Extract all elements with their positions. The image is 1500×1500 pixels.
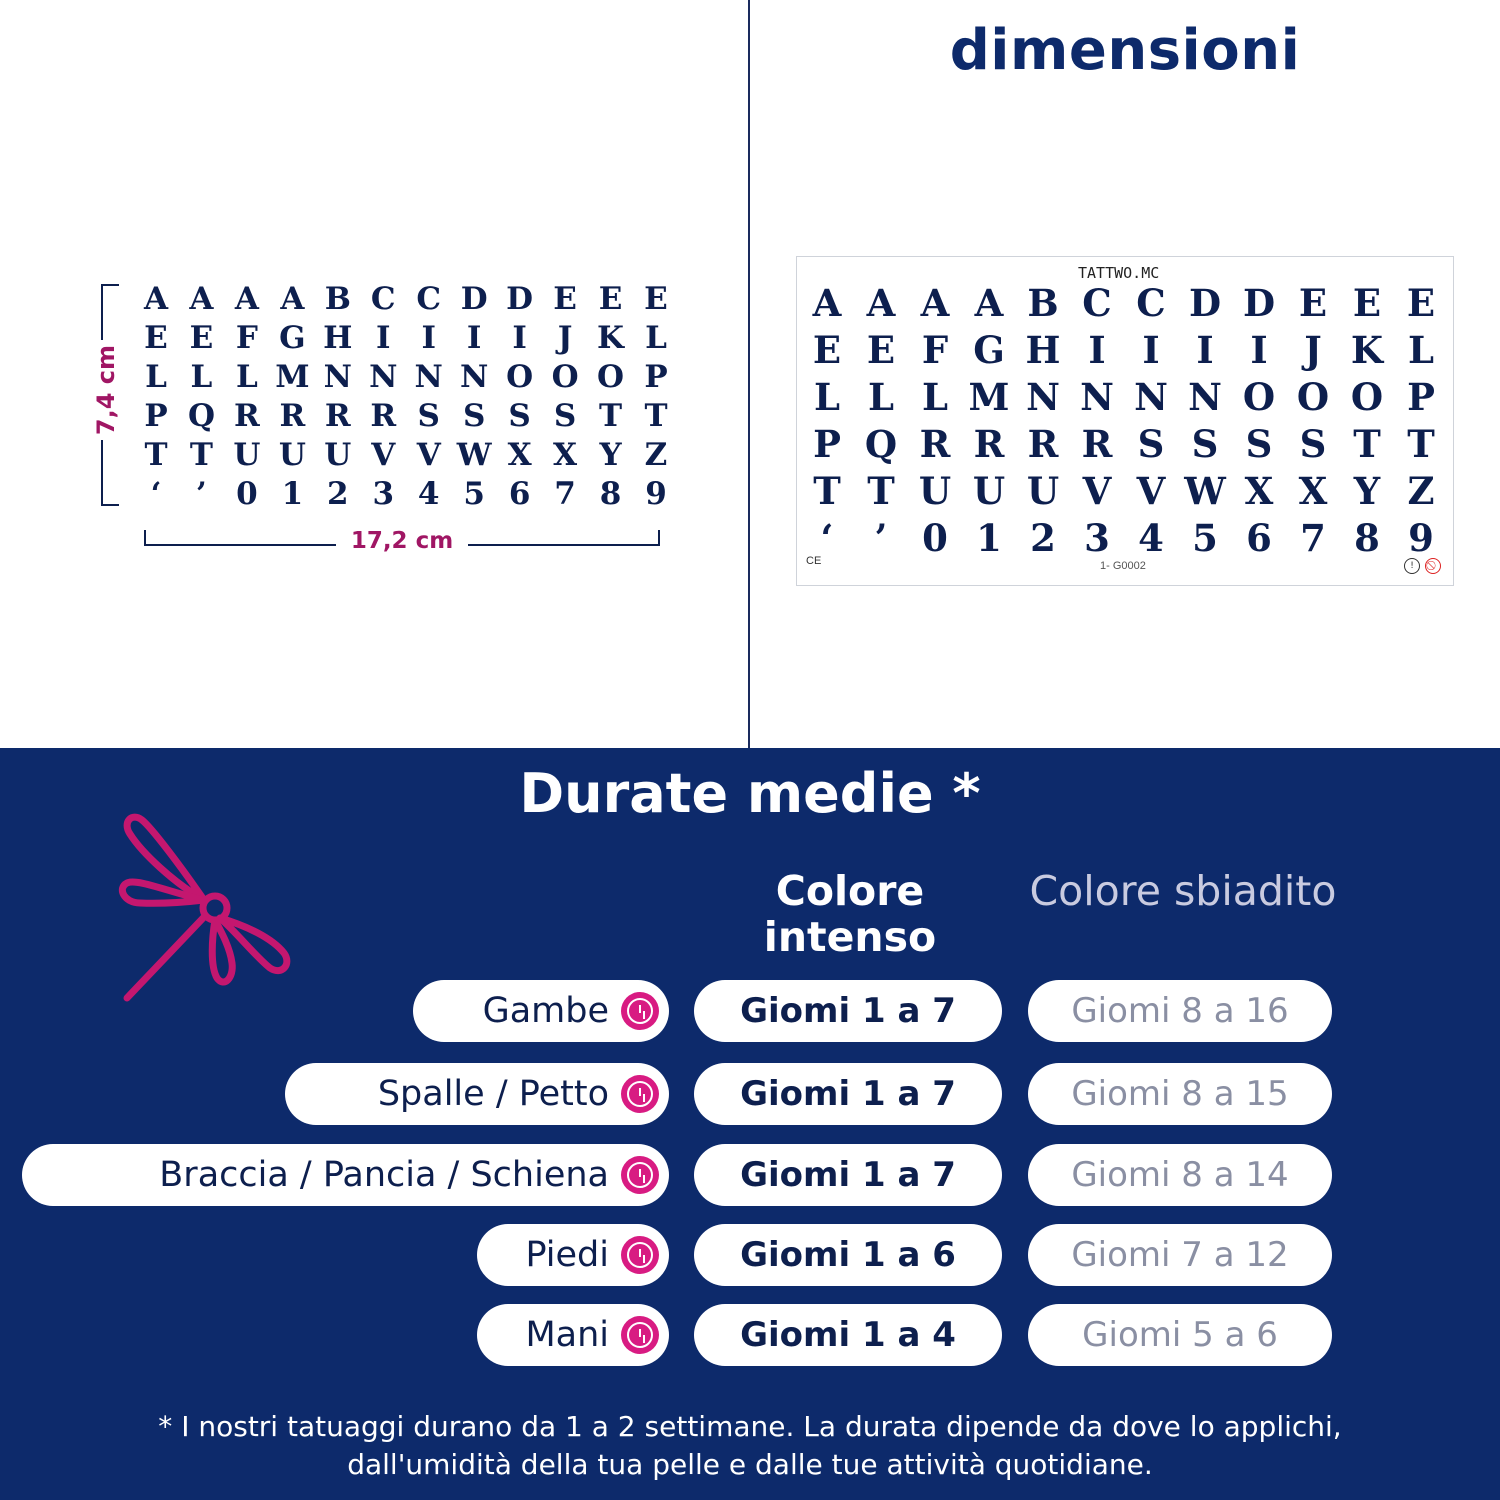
intense-duration-pill: [694, 1304, 1002, 1366]
letter-tattoo: E: [1406, 281, 1436, 325]
letter-tattoo: F: [235, 320, 258, 356]
letter-tattoo: J: [557, 320, 573, 356]
letter-tattoo: A: [974, 281, 1004, 325]
letter-tattoo: 2: [327, 476, 349, 512]
footnote-line-1: * I nostri tatuaggi durano da 1 a 2 settimane. La durata dipende da dove lo applichi,: [158, 1410, 1342, 1443]
letter-tattoo: 3: [372, 476, 395, 512]
letter-tattoo: L: [145, 359, 167, 395]
letter-tattoo: S: [417, 398, 440, 434]
letter-tattoo: A: [866, 281, 896, 325]
clock-icon: [621, 1236, 659, 1274]
letter-tattoo: F: [921, 328, 949, 372]
letter-tattoo: D: [1242, 281, 1276, 325]
letter-tattoo: N: [1026, 375, 1060, 419]
letter-tattoo: E: [1298, 281, 1328, 325]
letter-tattoo: O: [551, 359, 579, 395]
letter-tattoo: X: [1298, 469, 1328, 513]
letter-tattoo: E: [1352, 281, 1382, 325]
sheet-code: 1- G0002: [1100, 560, 1146, 572]
dimensions-heading: dimensioni: [949, 18, 1301, 83]
letter-tattoo: U: [324, 437, 352, 473]
letter-tattoo: O: [506, 359, 534, 395]
letter-tattoo: L: [190, 359, 213, 395]
letter-tattoo: S: [1137, 422, 1165, 466]
letter-tattoo: L: [1407, 328, 1434, 372]
letter-tattoo: 1: [976, 516, 1002, 560]
letter-tattoo: S: [553, 398, 577, 434]
column-header-faded: Colore sbiadito: [1029, 867, 1337, 915]
letter-tattoo: 2: [1030, 516, 1056, 560]
letter-tattoo: E: [189, 320, 214, 356]
letter-tattoo: N: [1080, 375, 1114, 419]
letter-tattoo: 9: [645, 476, 667, 512]
clock-icon: [621, 992, 659, 1030]
letter-tattoo: ‘: [150, 476, 162, 512]
letter-tattoo: D: [460, 281, 488, 317]
faded-duration: Giomi 8 a 16: [1071, 991, 1289, 1031]
letter-tattoo: L: [921, 375, 948, 419]
letter-tattoo: E: [144, 320, 168, 356]
letter-tattoo: T: [598, 398, 623, 434]
child-warning-icon: !: [1404, 558, 1420, 574]
letter-tattoo: V: [1136, 469, 1166, 513]
letter-tattoo: Y: [1353, 469, 1381, 513]
letter-row: [800, 468, 1448, 515]
letter-tattoo: I: [1196, 328, 1214, 372]
letter-tattoo: G: [973, 328, 1005, 372]
letter-tattoo: R: [370, 398, 397, 434]
letter-tattoo: E: [553, 281, 577, 317]
letter-tattoo: 9: [1408, 516, 1434, 560]
letter-tattoo: 1: [281, 476, 304, 512]
letter-tattoo: I: [1088, 328, 1106, 372]
letter-tattoo: O: [597, 359, 625, 395]
letter-tattoo: T: [813, 469, 841, 513]
letter-tattoo: 4: [417, 476, 440, 512]
letter-tattoo: 3: [1084, 516, 1110, 560]
intense-duration: Giomi 1 a 6: [740, 1235, 956, 1275]
letter-tattoo: Z: [1407, 469, 1435, 513]
letter-tattoo: I: [1250, 328, 1268, 372]
letter-tattoo: I: [421, 320, 436, 356]
letter-tattoo: T: [867, 469, 895, 513]
letter-tattoo: R: [973, 422, 1005, 466]
body-part-pill: [22, 1144, 669, 1206]
letter-tattoo: L: [813, 375, 840, 419]
letter-tattoo: T: [189, 437, 213, 473]
letter-tattoo: U: [972, 469, 1006, 513]
letter-tattoo: S: [508, 398, 531, 434]
intense-duration-pill: [694, 1224, 1002, 1286]
letter-tattoo: 6: [508, 476, 531, 512]
letter-tattoo: H: [1025, 328, 1061, 372]
letter-tattoo: 8: [599, 476, 622, 512]
intense-duration: Giomi 1 a 4: [740, 1315, 956, 1355]
letter-tattoo: U: [233, 437, 261, 473]
height-label: 7,4 cm: [92, 340, 120, 440]
letter-tattoo: N: [1134, 375, 1168, 419]
letter-tattoo: B: [324, 281, 351, 317]
letter-tattoo: T: [1407, 422, 1435, 466]
letter-tattoo: X: [1244, 469, 1274, 513]
letter-tattoo: N: [460, 359, 489, 395]
letter-row: [134, 436, 678, 475]
clock-icon: [621, 1156, 659, 1194]
letter-tattoo: X: [507, 437, 532, 473]
letter-tattoo: B: [1027, 281, 1059, 325]
letter-row: [800, 421, 1448, 468]
letter-tattoo: U: [278, 437, 306, 473]
clock-icon: [621, 1316, 659, 1354]
letter-tattoo: 5: [1192, 516, 1218, 560]
letter-tattoo: O: [1296, 375, 1330, 419]
letter-tattoo: G: [279, 320, 306, 356]
letter-tattoo: P: [644, 359, 668, 395]
body-part-label: Braccia / Pancia / Schiena: [159, 1155, 609, 1195]
letter-tattoo: A: [920, 281, 950, 325]
letter-tattoo: A: [189, 281, 214, 317]
letter-tattoo: N: [369, 359, 398, 395]
intense-duration: Giomi 1 a 7: [740, 1155, 956, 1195]
body-part-pill: [477, 1224, 669, 1286]
width-label: 17,2 cm: [336, 528, 468, 554]
letter-tattoo: I: [466, 320, 482, 356]
faded-duration: Giomi 8 a 14: [1071, 1155, 1289, 1195]
letter-tattoo: P: [144, 398, 168, 434]
intense-duration-pill: [694, 980, 1002, 1042]
letter-tattoo: P: [1407, 375, 1435, 419]
letter-tattoo: R: [234, 398, 260, 434]
letter-tattoo: T: [644, 398, 668, 434]
faded-duration: Giomi 7 a 12: [1071, 1235, 1289, 1275]
faded-duration-pill: [1028, 1224, 1332, 1286]
letter-tattoo: ‘: [820, 516, 834, 560]
letter-tattoo: K: [597, 320, 624, 356]
faded-duration-pill: [1028, 1063, 1332, 1125]
letter-tattoo: Y: [599, 437, 622, 473]
letter-tattoo: W: [1184, 469, 1226, 513]
letter-tattoo: D: [506, 281, 534, 317]
ce-mark: CE: [806, 555, 822, 567]
letter-tattoo: X: [553, 437, 578, 473]
letter-tattoo: D: [1188, 281, 1222, 325]
letter-tattoo: 5: [463, 476, 485, 512]
letter-tattoo: N: [323, 359, 352, 395]
intense-duration: Giomi 1 a 7: [740, 991, 956, 1031]
letter-tattoo: 8: [1354, 516, 1380, 560]
letter-tattoo: C: [1136, 281, 1166, 325]
durations-title: Durate medie *: [519, 762, 981, 825]
letter-tattoo: U: [918, 469, 952, 513]
letter-tattoo: C: [416, 281, 442, 317]
letter-tattoo: J: [1304, 328, 1322, 372]
body-part-pill: [477, 1304, 669, 1366]
letter-row: [134, 397, 678, 436]
faded-duration-pill: [1028, 1304, 1332, 1366]
letter-tattoo: R: [1081, 422, 1113, 466]
letter-tattoo: A: [280, 281, 305, 317]
letter-tattoo: Q: [864, 422, 898, 466]
letter-tattoo: N: [414, 359, 443, 395]
letter-tattoo: 6: [1246, 516, 1272, 560]
letter-tattoo: M: [968, 375, 1010, 419]
letter-tattoo: O: [1350, 375, 1384, 419]
clock-icon: [621, 1075, 659, 1113]
letter-tattoo: P: [813, 422, 841, 466]
letter-row: [800, 515, 1448, 562]
letter-row: [800, 280, 1448, 327]
letter-tattoo: 0: [922, 516, 948, 560]
faded-duration: Giomi 5 a 6: [1082, 1315, 1278, 1355]
faded-duration-pill: [1028, 980, 1332, 1042]
letter-tattoo: ’: [874, 516, 888, 560]
letter-tattoo: S: [1191, 422, 1219, 466]
body-part-label: Gambe: [482, 991, 609, 1031]
letter-tattoo: C: [1082, 281, 1112, 325]
letter-tattoo: C: [370, 281, 396, 317]
dragonfly-icon: [112, 808, 302, 1008]
letter-tattoo: O: [1242, 375, 1276, 419]
sheet-brand: TATTWO.MC: [1078, 264, 1160, 282]
letter-tattoo: R: [324, 398, 351, 434]
letter-row: [134, 280, 678, 319]
letter-tattoo: A: [234, 281, 259, 317]
body-part-label: Mani: [525, 1315, 609, 1355]
letter-tattoo: Q: [187, 398, 215, 434]
letter-tattoo: 0: [236, 476, 258, 512]
body-part-pill: [413, 980, 669, 1042]
letter-tattoo: E: [812, 328, 842, 372]
letter-tattoo: H: [323, 320, 353, 356]
letter-tattoo: R: [279, 398, 306, 434]
letter-tattoo: T: [1353, 422, 1381, 466]
letter-tattoo: S: [462, 398, 486, 434]
letter-tattoo: W: [456, 437, 492, 473]
letter-tattoo: I: [1142, 328, 1160, 372]
letter-grid-sheet: [800, 280, 1448, 562]
intense-duration: Giomi 1 a 7: [740, 1074, 956, 1114]
letter-tattoo: U: [1026, 469, 1060, 513]
letter-row: [134, 358, 678, 397]
faded-duration-pill: [1028, 1144, 1332, 1206]
letter-tattoo: L: [236, 359, 258, 395]
letter-tattoo: 7: [554, 476, 576, 512]
letter-grid-left: [134, 280, 678, 514]
letter-tattoo: N: [1188, 375, 1222, 419]
letter-tattoo: L: [645, 320, 667, 356]
letter-row: [800, 374, 1448, 421]
intense-duration-pill: [694, 1144, 1002, 1206]
column-header-intense: Colore intenso: [763, 867, 937, 961]
faded-duration: Giomi 8 a 15: [1071, 1074, 1289, 1114]
letter-tattoo: 4: [1138, 516, 1164, 560]
letter-tattoo: T: [144, 437, 168, 473]
body-part-label: Piedi: [525, 1235, 609, 1275]
letter-tattoo: E: [598, 281, 623, 317]
letter-row: [134, 319, 678, 358]
vertical-divider: [748, 0, 750, 748]
letter-tattoo: ’: [196, 476, 207, 512]
letter-tattoo: S: [1299, 422, 1327, 466]
prohibited-icon: [1425, 558, 1441, 574]
letter-tattoo: M: [275, 359, 310, 395]
letter-tattoo: V: [371, 437, 396, 473]
letter-tattoo: A: [812, 281, 842, 325]
letter-tattoo: 7: [1300, 516, 1326, 560]
letter-tattoo: E: [866, 328, 896, 372]
letter-tattoo: E: [644, 281, 668, 317]
letter-tattoo: V: [416, 437, 441, 473]
letter-tattoo: I: [512, 320, 527, 356]
body-part-pill: [285, 1063, 669, 1125]
letter-tattoo: K: [1350, 328, 1384, 372]
body-part-label: Spalle / Petto: [377, 1074, 609, 1114]
footnote: [40, 1408, 1460, 1484]
letter-tattoo: A: [143, 281, 169, 317]
letter-tattoo: L: [867, 375, 894, 419]
letter-tattoo: I: [376, 320, 391, 356]
letter-tattoo: V: [1082, 469, 1112, 513]
letter-tattoo: R: [919, 422, 951, 466]
letter-tattoo: Z: [644, 437, 668, 473]
letter-row: [134, 475, 678, 514]
letter-row: [800, 327, 1448, 374]
intense-duration-pill: [694, 1063, 1002, 1125]
letter-tattoo: S: [1245, 422, 1273, 466]
footnote-line-2: dall'umidità della tua pelle e dalle tue attività quotidiane.: [347, 1448, 1153, 1481]
letter-tattoo: R: [1027, 422, 1059, 466]
